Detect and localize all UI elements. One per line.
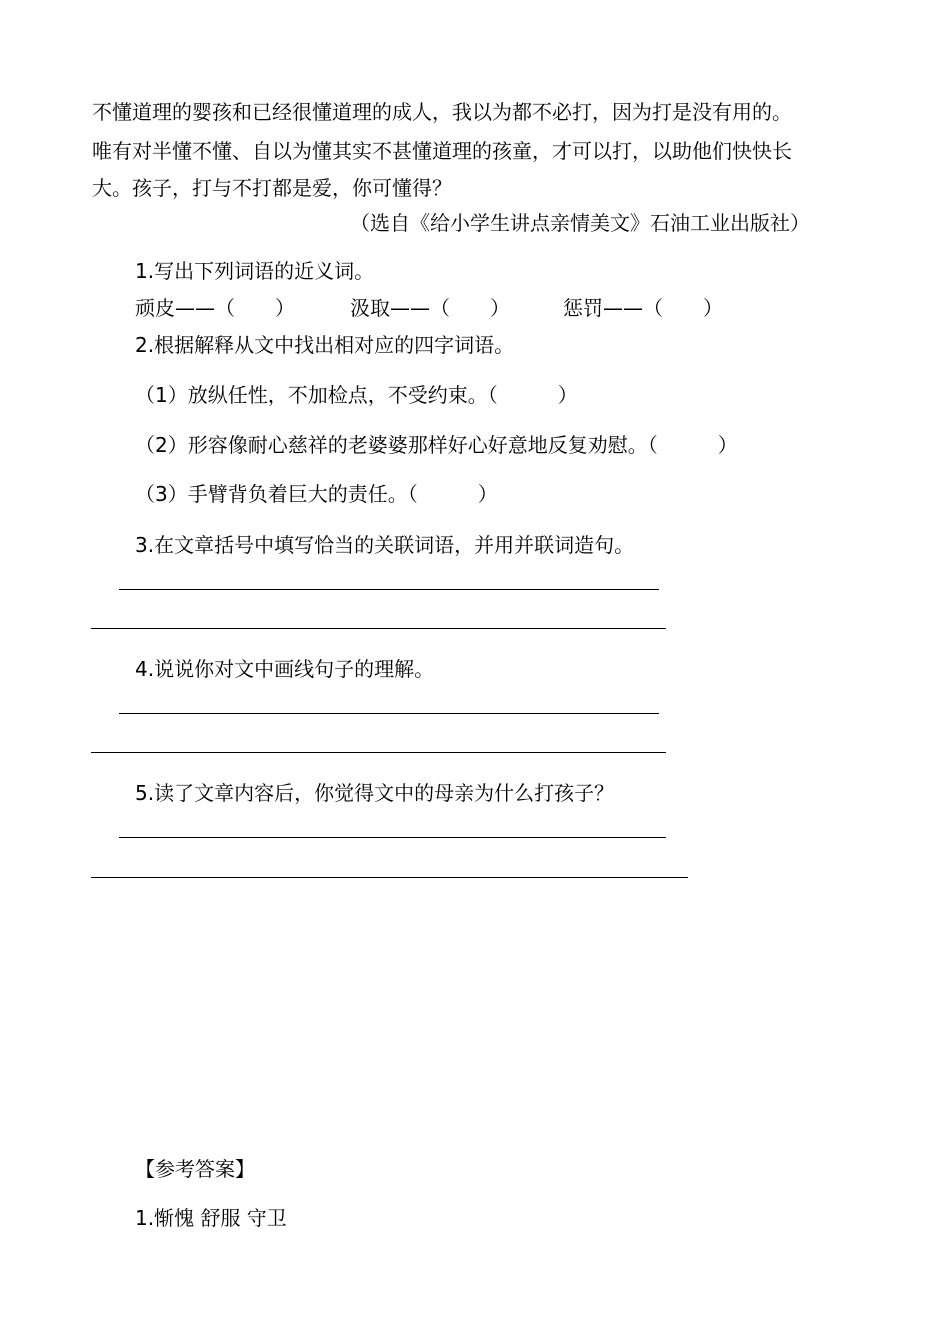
passage-line-3: 大。孩子，打与不打都是爱，你可懂得？: [92, 176, 452, 200]
answer-1: 1.惭愧 舒服 守卫: [135, 1206, 287, 1230]
passage-source: （选自《给小学生讲点亲情美文》石油工业出版社）: [350, 211, 810, 235]
answer-line[interactable]: [91, 877, 688, 878]
question-5-title: 5.读了文章内容后，你觉得文中的母亲为什么打孩子？: [135, 781, 615, 805]
question-3-title: 3.在文章括号中填写恰当的关联词语，并用并联词造句。: [135, 533, 635, 557]
question-2-title: 2.根据解释从文中找出相对应的四字词语。: [135, 333, 515, 357]
question-2-item-1: （1）放纵任性，不加检点，不受约束。（ ）: [135, 383, 578, 407]
answer-line[interactable]: [119, 837, 666, 838]
question-1-title: 1.写出下列词语的近义词。: [135, 259, 375, 283]
question-2-item-3: （3）手臂背负着巨大的责任。（ ）: [135, 482, 498, 506]
answer-line[interactable]: [91, 628, 666, 629]
question-1-item-2: 汲取——（ ）: [350, 296, 510, 320]
question-2-item-2: （2）形容像耐心慈祥的老婆婆那样好心好意地反复劝慰。（ ）: [135, 433, 738, 457]
answer-line[interactable]: [119, 589, 659, 590]
answer-line[interactable]: [119, 713, 659, 714]
passage-line-1: 不懂道理的婴孩和已经很懂道理的成人，我以为都不必打，因为打是没有用的。: [92, 100, 792, 124]
passage-line-2: 唯有对半懂不懂、自以为懂其实不甚懂道理的孩童，才可以打，以助他们快快长: [92, 139, 792, 163]
question-4-title: 4.说说你对文中画线句子的理解。: [135, 657, 435, 681]
answers-heading: 【参考答案】: [135, 1157, 255, 1181]
question-1-item-1: 顽皮——（ ）: [135, 296, 295, 320]
question-1-item-3: 惩罚——（ ）: [563, 296, 723, 320]
answer-line[interactable]: [91, 752, 666, 753]
